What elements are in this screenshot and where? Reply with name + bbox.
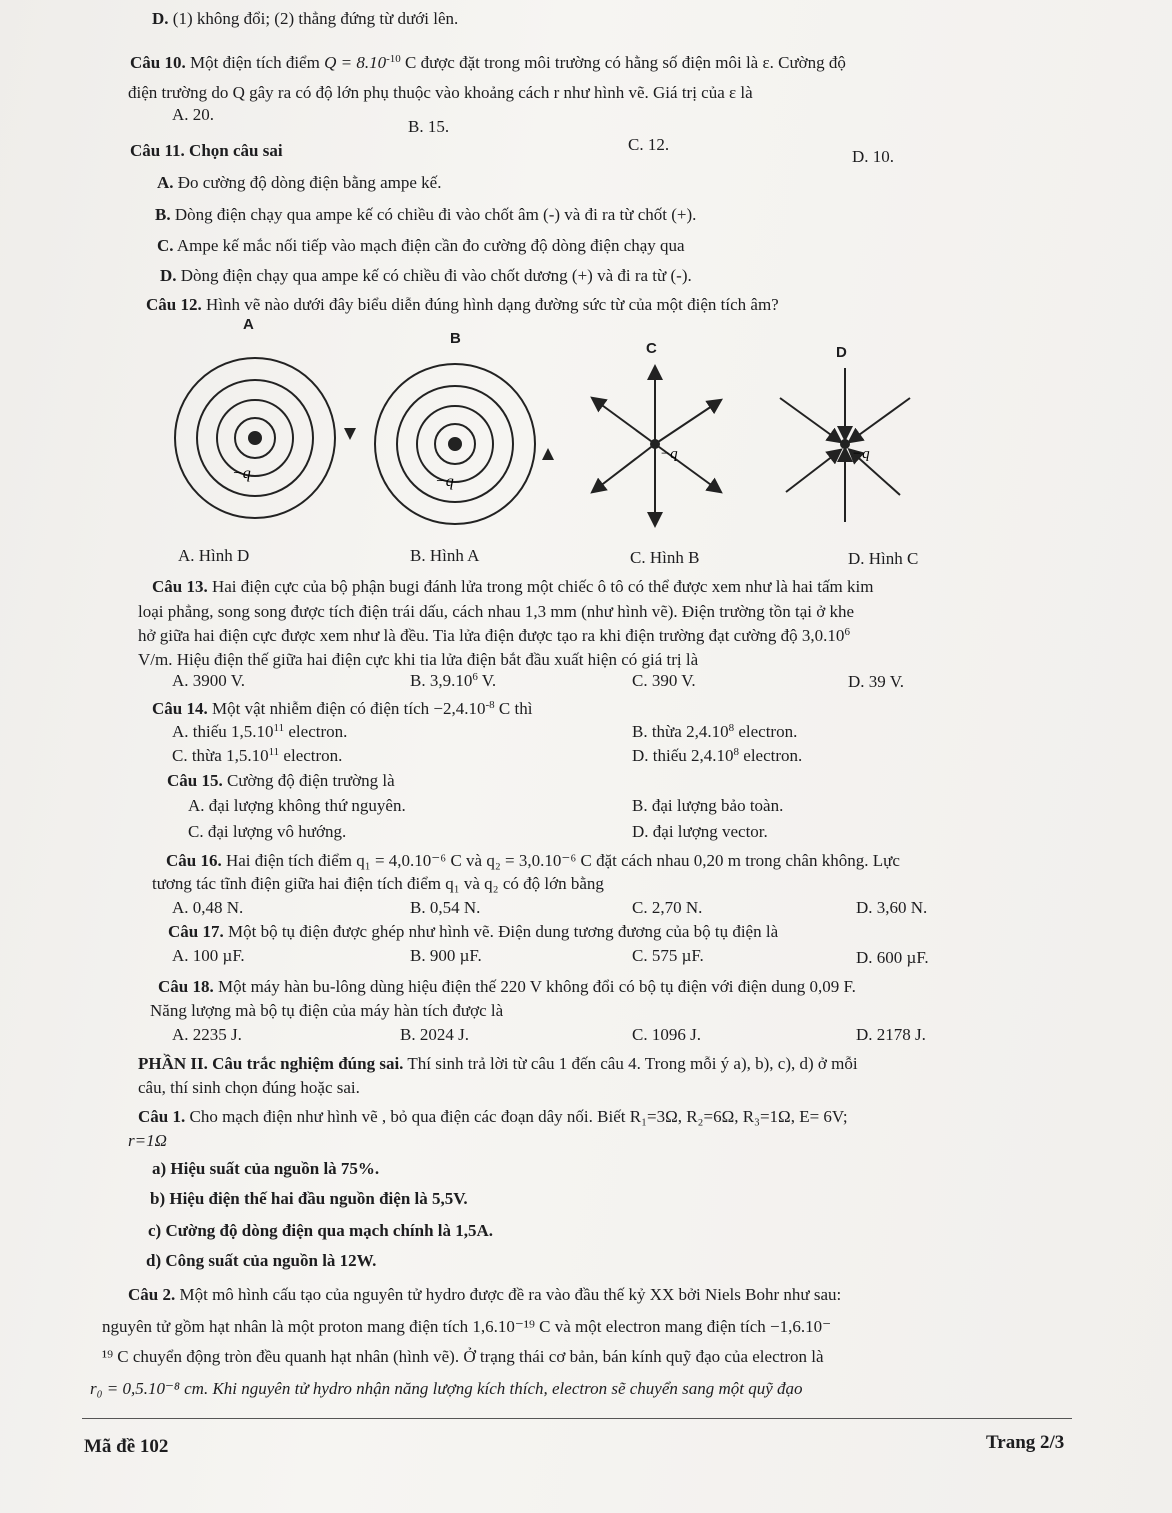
q10-option-b: B. 15.: [408, 117, 450, 136]
part2-title: PHẦN II. Câu trắc nghiệm đúng sai.: [138, 1054, 404, 1073]
q13-option-c: C. 390 V.: [632, 671, 696, 690]
figure-c-radial-lines: [595, 370, 718, 522]
option-unit: electron.: [734, 722, 798, 741]
fig-label-a: A: [243, 316, 254, 333]
q17-question: [168, 921, 778, 943]
q13-option-d: D. 39 V.: [848, 672, 905, 691]
option-text: Dòng điện chạy qua ampe kế có chiều đi vào chốt âm (-) và đi ra từ chốt (+).: [174, 205, 697, 224]
q11-option-d: [160, 265, 692, 287]
q18-option-c: C. 1096 J.: [632, 1025, 701, 1044]
option-text: Đo cường độ dòng điện bằng ampe kế.: [177, 173, 442, 192]
option-text: Dòng điện chạy qua ampe kế có chiều đi vào chốt dương (+) và đi ra từ (-).: [180, 266, 692, 285]
q13-line2: loại phẳng, song song được tích điện trái dấu, cách nhau 1,3 mm (như hình vẽ). Điện trường tồn tại ở khe: [138, 602, 855, 621]
fig-label-d: D: [836, 344, 847, 361]
q10-option-d: D. 10.: [852, 147, 895, 166]
option-unit: electron.: [279, 746, 343, 765]
q15-question: [167, 770, 395, 792]
figure-d-charge: −q: [852, 446, 870, 462]
q11-option-b: [155, 204, 696, 226]
question-label: Câu 10.: [130, 53, 186, 72]
option-unit: V.: [477, 671, 497, 690]
question-label: Câu 16.: [166, 851, 222, 870]
q13-text: hở giữa hai điện cực được xem như là đều. Tia lửa điện được tạo ra khi điện trường đạt cường độ 3,0.10: [138, 626, 845, 645]
p2q1-line1: [138, 1106, 848, 1128]
option-unit: electron.: [739, 746, 803, 765]
q17-text: Một bộ tụ điện được ghép như hình vẽ. Điện dung tương đương của bộ tụ điện là: [227, 922, 779, 941]
q16-text: Hai điện tích điểm q₁ = 4,0.10⁻⁶ C và q₂ = 3,0.10⁻⁶ C đặt cách nhau 0,20 m trong chân không. Lực: [225, 851, 900, 870]
q12-question: [146, 294, 779, 316]
q18-option-a: A. 2235 J.: [172, 1025, 242, 1044]
option-exp: 11: [268, 746, 280, 758]
q12-text: Hình vẽ nào dưới đây biểu diễn đúng hình dạng đường sức từ của một điện tích âm?: [205, 295, 779, 314]
footer-divider: [82, 1418, 1072, 1419]
figure-a-charge: −q: [232, 465, 251, 482]
q10-option-a: A. 20.: [172, 105, 215, 124]
option-text: C. thừa 1,5.10: [172, 746, 269, 765]
option-exp: 8: [733, 746, 740, 758]
fig-label-c: C: [646, 340, 657, 357]
option-text: D. thiếu 2,4.10: [632, 746, 734, 765]
q16-line1: [166, 850, 900, 872]
question-label: Câu 14.: [152, 699, 208, 718]
q11-option-c: [157, 235, 685, 257]
option-exp: 8: [728, 722, 735, 734]
page-number: Trang 2/3: [986, 1432, 1065, 1453]
q10-line1: [130, 52, 846, 74]
q18-option-d: D. 2178 J.: [856, 1025, 926, 1044]
q16-option-d: D. 3,60 N.: [856, 898, 928, 917]
q16-option-b: B. 0,54 N.: [410, 898, 481, 917]
q18-text: Một máy hàn bu-lông dùng hiệu điện thế 220 V không đổi có bộ tụ điện với điện dung 0,09 F.: [217, 977, 856, 996]
figure-b-charge: −q: [435, 473, 454, 490]
q12-option-d: D. Hình C: [848, 549, 919, 568]
q15-option-d: D. đại lượng vector.: [632, 822, 768, 841]
p2q1-statement-d: d) Công suất của nguồn là 12W.: [146, 1251, 377, 1270]
q16-line2: tương tác tĩnh điện giữa hai điện tích điểm q₁ và q₂ có độ lớn bằng: [152, 874, 604, 893]
option-exp: 6: [472, 671, 478, 683]
q15-option-b: B. đại lượng bảo toàn.: [632, 796, 784, 815]
q14-text-2: C thì: [494, 699, 533, 718]
q10-charge: Q = 8.10: [324, 53, 387, 72]
q14-option-d: [632, 745, 802, 767]
q13-text: Hai điện cực của bộ phận bugi đánh lửa trong một chiếc ô tô có thể được xem như là hai tấm kim: [211, 577, 874, 596]
q14-exp: -8: [485, 699, 495, 711]
question-label: Câu 13.: [152, 577, 208, 596]
q18-option-b: B. 2024 J.: [400, 1025, 469, 1044]
option-text: B. 3,9.10: [410, 671, 473, 690]
p2q1-text: Cho mạch điện như hình vẽ , bỏ qua điện các đoạn dây nối. Biết R₁=3Ω, R₂=6Ω, R₃=1Ω, E= 6V;: [189, 1107, 848, 1126]
q11-label: Câu 11. Chọn câu sai: [130, 141, 283, 160]
q10-line2: điện trường do Q gây ra có độ lớn phụ thuộc vào khoảng cách r như hình vẽ. Giá trị của ε là: [128, 83, 753, 102]
question-label: Câu 12.: [146, 295, 202, 314]
q10-text: Một điện tích điểm: [189, 53, 325, 72]
p2q1-statement-a: a) Hiệu suất của nguồn là 75%.: [152, 1159, 380, 1178]
q18-line2: Năng lượng mà bộ tụ điện của máy hàn tích được là: [150, 1001, 504, 1020]
q14-question: [152, 698, 532, 720]
option-text: B. thừa 2,4.10: [632, 722, 729, 741]
option-letter: D.: [160, 266, 177, 285]
q15-text: Cường độ điện trường là: [226, 771, 395, 790]
p2q1-statement-c: c) Cường độ dòng điện qua mạch chính là 1,5A.: [148, 1221, 494, 1240]
q14-option-a: [172, 721, 347, 743]
q13-option-b: [410, 670, 496, 692]
option-letter: A.: [157, 173, 174, 192]
p2q2-text: Một mô hình cấu tạo của nguyên tử hydro được đề ra vào đầu thế kỷ XX bởi Niels Bohr như sau:: [179, 1285, 842, 1304]
exam-code: Mã đề 102: [84, 1436, 169, 1457]
q18-line1: [158, 976, 856, 998]
q14-text: Một vật nhiễm điện có điện tích −2,4.10: [211, 699, 486, 718]
q13-exp: 6: [844, 626, 850, 638]
p2q2-line4: r₀ = 0,5.10⁻⁸ cm. Khi nguyên tử hydro nhận năng lượng kích thích, electron sẽ chuyển sang một quỹ đạo: [90, 1379, 803, 1398]
q16-option-a: A. 0,48 N.: [172, 898, 244, 917]
p2q2-line1: [128, 1284, 841, 1306]
question-label: Câu 18.: [158, 977, 214, 996]
question-label: Câu 2.: [128, 1285, 176, 1304]
option-letter: C.: [157, 236, 174, 255]
question-label: Câu 17.: [168, 922, 224, 941]
q15-option-c: C. đại lượng vô hướng.: [188, 822, 347, 841]
option-exp: 11: [273, 722, 285, 734]
q17-option-c: C. 575 µF.: [632, 946, 704, 965]
q16-option-c: C. 2,70 N.: [632, 898, 703, 917]
option-letter: D.: [152, 9, 169, 28]
q10-charge-exp: -10: [386, 53, 401, 65]
figure-c-charge: −q: [660, 446, 678, 462]
part2-text-line2: câu, thí sinh chọn đúng hoặc sai.: [138, 1078, 360, 1097]
q14-option-b: [632, 721, 797, 743]
q9-option-d: [152, 8, 458, 30]
q17-option-d: D. 600 µF.: [856, 948, 929, 967]
q12-figures: [150, 340, 950, 550]
p2q1-line2: r=1Ω: [128, 1131, 167, 1150]
option-text: (1) không đổi; (2) thẳng đứng từ dưới lên.: [172, 9, 459, 28]
q14-option-c: [172, 745, 342, 767]
q10-option-c: C. 12.: [628, 135, 670, 154]
q10-text-2: C được đặt trong môi trường có hằng số điện môi là ε. Cường độ: [400, 53, 846, 72]
q12-option-c: C. Hình B: [630, 548, 700, 567]
p2q2-line3: ¹⁹ C chuyển động tròn đều quanh hạt nhân (hình vẽ). Ở trạng thái cơ bản, bán kính quỹ đạo của electron là: [102, 1347, 824, 1366]
q13-option-a: A. 3900 V.: [172, 671, 246, 690]
option-text: A. thiếu 1,5.10: [172, 722, 274, 741]
q17-option-a: A. 100 µF.: [172, 946, 245, 965]
q13-line3: [138, 625, 850, 647]
q11-option-a: [157, 172, 441, 194]
option-unit: electron.: [284, 722, 348, 741]
q17-option-b: B. 900 µF.: [410, 946, 482, 965]
option-letter: B.: [155, 205, 171, 224]
fig-label-b: B: [450, 330, 461, 347]
p2q1-statement-b: b) Hiệu điện thế hai đầu nguồn điện là 5,5V.: [150, 1189, 468, 1208]
part2-heading: [138, 1053, 858, 1075]
q13-line4: V/m. Hiệu điện thế giữa hai điện cực khi tia lửa điện bắt đầu xuất hiện có giá trị là: [138, 650, 699, 669]
figure-b-concentric-lines: [375, 364, 554, 524]
q12-option-a: A. Hình D: [178, 546, 250, 565]
q15-option-a: A. đại lượng không thứ nguyên.: [188, 796, 406, 815]
part2-text: Thí sinh trả lời từ câu 1 đến câu 4. Trong mỗi ý a), b), c), d) ở mỗi: [403, 1054, 858, 1073]
p2q2-line2: nguyên tử gồm hạt nhân là một proton mang điện tích 1,6.10⁻¹⁹ C và một electron mang điện tích −1,6.10⁻: [102, 1317, 832, 1336]
q12-option-b: B. Hình A: [410, 546, 480, 565]
question-label: Câu 1.: [138, 1107, 186, 1126]
figure-a-concentric-lines: [175, 358, 356, 518]
figure-d-radial-lines: [780, 368, 910, 522]
question-label: Câu 15.: [167, 771, 223, 790]
q13-line1: [152, 576, 873, 598]
option-text: Ampe kế mắc nối tiếp vào mạch điện cần đo cường độ dòng điện chạy qua: [176, 236, 685, 255]
